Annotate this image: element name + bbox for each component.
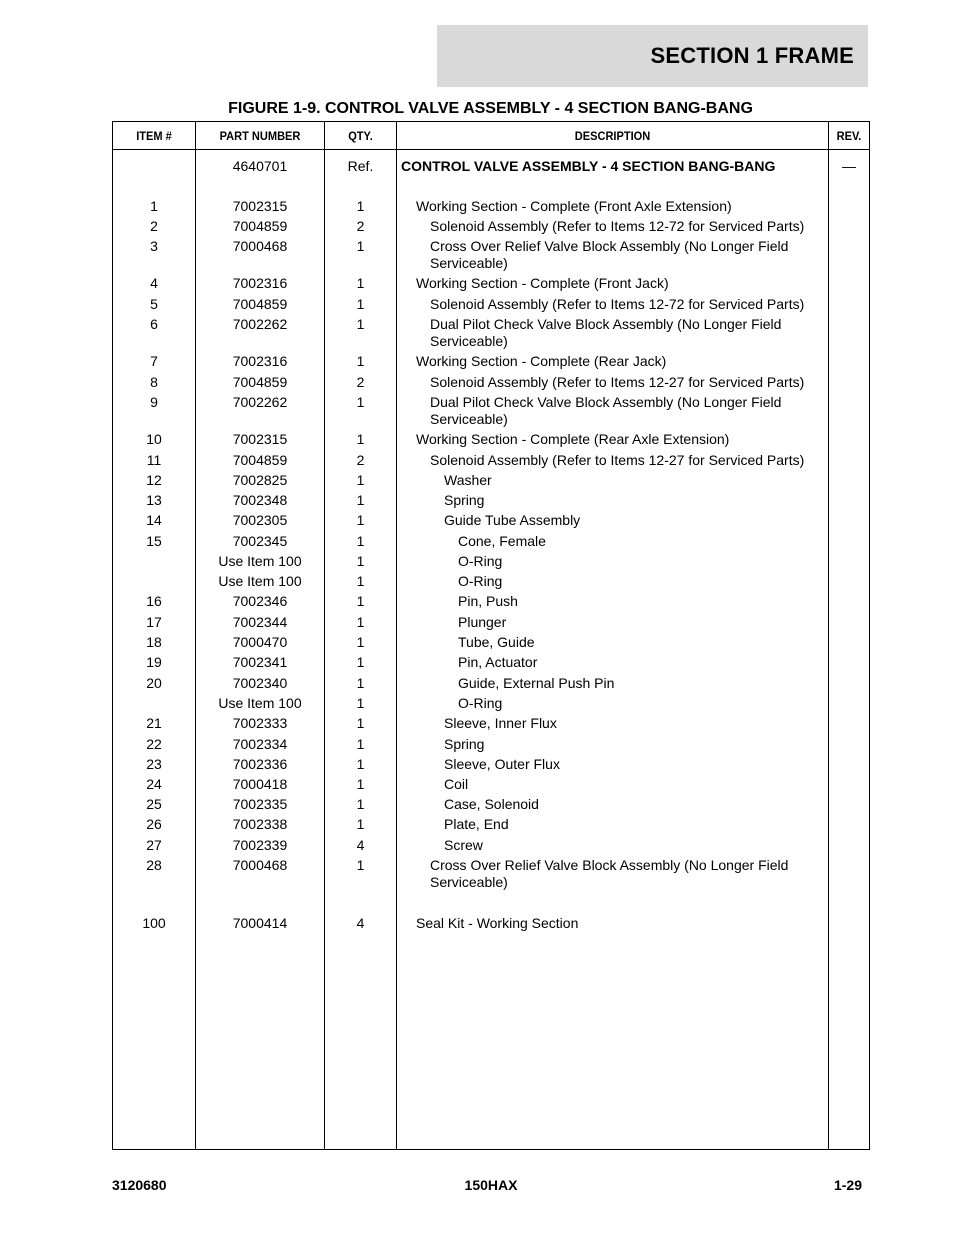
part-number: 7004859 <box>232 296 288 312</box>
item-number: 2 <box>150 218 158 234</box>
part-number: Use Item 100 <box>218 695 302 711</box>
quantity: 4 <box>356 837 365 853</box>
part-number: 7000418 <box>232 776 288 792</box>
part-number: 7002315 <box>232 431 288 447</box>
item-number: 7 <box>150 353 158 369</box>
quantity: 4 <box>356 915 365 931</box>
description: Solenoid Assembly (Refer to Items 12-72 for Serviced Parts) <box>430 218 805 234</box>
quantity: 2 <box>356 374 365 390</box>
column-header-item: ITEM # <box>136 128 172 143</box>
part-number: 7002825 <box>232 472 288 488</box>
part-number: 7002344 <box>232 614 288 630</box>
item-number: 100 <box>142 915 166 931</box>
item-number: 25 <box>146 796 162 812</box>
item-number: 14 <box>146 512 162 528</box>
description: O-Ring <box>458 695 503 711</box>
quantity: 1 <box>356 394 365 410</box>
quantity: 1 <box>356 654 365 670</box>
description: Tube, Guide <box>458 634 535 650</box>
description: Working Section - Complete (Rear Jack) <box>416 353 667 369</box>
part-number: 7002333 <box>232 715 288 731</box>
description: Spring <box>444 736 485 752</box>
description: Cone, Female <box>458 533 546 549</box>
description: Sleeve, Inner Flux <box>444 715 557 731</box>
section-header-tab <box>437 25 868 87</box>
column-header-description: DESCRIPTION <box>574 128 651 143</box>
quantity: 1 <box>356 492 365 508</box>
quantity: 1 <box>356 816 365 832</box>
revision: — <box>842 158 856 174</box>
quantity: 1 <box>356 512 365 528</box>
quantity: 1 <box>356 715 365 731</box>
description: Guide Tube Assembly <box>444 512 581 528</box>
part-number: 7002316 <box>232 275 288 291</box>
quantity: 1 <box>356 796 365 812</box>
description: CONTROL VALVE ASSEMBLY - 4 SECTION BANG-BANG <box>401 158 776 174</box>
item-number: 20 <box>146 675 162 691</box>
description: Dual Pilot Check Valve Block Assembly (No Longer Field Serviceable) <box>430 316 782 349</box>
item-number: 13 <box>146 492 162 508</box>
description: Solenoid Assembly (Refer to Items 12-72 for Serviced Parts) <box>430 296 805 312</box>
item-number: 18 <box>146 634 162 650</box>
description: Guide, External Push Pin <box>458 675 615 691</box>
part-number: 7000470 <box>232 634 288 650</box>
description: Pin, Actuator <box>458 654 538 670</box>
item-number: 24 <box>146 776 162 792</box>
description: Plate, End <box>444 816 509 832</box>
part-number: 7002338 <box>232 816 288 832</box>
description: Working Section - Complete (Rear Axle Extension) <box>416 431 730 447</box>
part-number: 7002341 <box>232 654 288 670</box>
description: Screw <box>444 837 483 853</box>
item-number: 3 <box>150 238 158 254</box>
quantity: 1 <box>356 776 365 792</box>
part-number: 7000414 <box>232 915 288 931</box>
description: Seal Kit - Working Section <box>416 915 579 931</box>
description: Case, Solenoid <box>444 796 539 812</box>
item-number: 17 <box>146 614 162 630</box>
quantity: 1 <box>356 634 365 650</box>
item-number: 5 <box>150 296 158 312</box>
description: Solenoid Assembly (Refer to Items 12-27 for Serviced Parts) <box>430 452 805 468</box>
quantity: 1 <box>356 472 365 488</box>
model-name: 150HAX <box>464 1177 518 1193</box>
section-title: SECTION 1 FRAME <box>650 43 854 68</box>
part-number: 7002315 <box>232 198 288 214</box>
part-number: 7002336 <box>232 756 288 772</box>
column-header-rev: REV. <box>836 128 862 143</box>
item-number: 6 <box>150 316 158 332</box>
description: Spring <box>444 492 485 508</box>
description: Sleeve, Outer Flux <box>444 756 560 772</box>
item-number: 1 <box>150 198 158 214</box>
part-number: Use Item 100 <box>218 573 302 589</box>
quantity: 1 <box>356 198 365 214</box>
item-number: 11 <box>146 452 162 468</box>
page-number: 1-29 <box>833 1177 862 1193</box>
item-number: 27 <box>146 837 162 853</box>
column-header-part-number: PART NUMBER <box>219 128 301 143</box>
item-number: 16 <box>146 593 162 609</box>
figure-title: FIGURE 1-9. CONTROL VALVE ASSEMBLY - 4 SECTION BANG-BANG <box>228 100 753 117</box>
quantity: 1 <box>356 353 365 369</box>
description: Pin, Push <box>458 593 518 609</box>
item-number: 9 <box>150 394 158 410</box>
item-number: 12 <box>146 472 162 488</box>
quantity: 1 <box>356 736 365 752</box>
description: Cross Over Relief Valve Block Assembly (No Longer Field Serviceable) <box>430 857 789 890</box>
quantity: Ref. <box>347 158 374 174</box>
item-number: 22 <box>146 736 162 752</box>
item-number: 23 <box>146 756 162 772</box>
part-number: 7002262 <box>232 316 288 332</box>
item-number: 21 <box>146 715 162 731</box>
quantity: 1 <box>356 675 365 691</box>
quantity: 1 <box>356 695 365 711</box>
part-number: 7002345 <box>232 533 288 549</box>
quantity: 1 <box>356 756 365 772</box>
quantity: 2 <box>356 452 365 468</box>
description: Working Section - Complete (Front Jack) <box>416 275 669 291</box>
part-number: 7002334 <box>232 736 288 752</box>
doc-number: 3120680 <box>112 1177 167 1193</box>
description: Solenoid Assembly (Refer to Items 12-27 for Serviced Parts) <box>430 374 805 390</box>
quantity: 1 <box>356 857 365 873</box>
description: Coil <box>444 776 469 792</box>
part-number: 7004859 <box>232 374 288 390</box>
description: Washer <box>444 472 492 488</box>
column-header-qty: QTY. <box>348 128 373 143</box>
quantity: 1 <box>356 573 365 589</box>
part-number: 7000468 <box>232 238 288 254</box>
quantity: 1 <box>356 593 365 609</box>
item-number: 28 <box>146 857 162 873</box>
part-number: 7002346 <box>232 593 288 609</box>
quantity: 1 <box>356 431 365 447</box>
part-number: 7000468 <box>232 857 288 873</box>
part-number: Use Item 100 <box>218 553 302 569</box>
column-divider <box>828 122 829 1149</box>
description: Plunger <box>458 614 507 630</box>
part-number: 7002262 <box>232 394 288 410</box>
quantity: 1 <box>356 533 365 549</box>
quantity: 2 <box>356 218 365 234</box>
item-number: 8 <box>150 374 158 390</box>
part-number: 7002316 <box>232 353 288 369</box>
part-number: 7004859 <box>232 452 288 468</box>
column-divider <box>396 122 397 1149</box>
parts-table <box>112 121 870 1150</box>
quantity: 1 <box>356 296 365 312</box>
item-number: 15 <box>146 533 162 549</box>
description: O-Ring <box>458 573 503 589</box>
quantity: 1 <box>356 238 365 254</box>
quantity: 1 <box>356 553 365 569</box>
part-number: 7004859 <box>232 218 288 234</box>
part-number: 7002335 <box>232 796 288 812</box>
item-number: 10 <box>146 431 162 447</box>
part-number: 7002339 <box>232 837 288 853</box>
description: Dual Pilot Check Valve Block Assembly (No Longer Field Serviceable) <box>430 394 782 427</box>
quantity: 1 <box>356 316 365 332</box>
description: O-Ring <box>458 553 503 569</box>
part-number: 4640701 <box>232 158 288 174</box>
description: Cross Over Relief Valve Block Assembly (No Longer Field Serviceable) <box>430 238 789 271</box>
item-number: 19 <box>146 654 162 670</box>
part-number: 7002305 <box>232 512 288 528</box>
item-number: 26 <box>146 816 162 832</box>
part-number: 7002348 <box>232 492 288 508</box>
header-divider <box>113 149 869 150</box>
part-number: 7002340 <box>232 675 288 691</box>
quantity: 1 <box>356 275 365 291</box>
description: Working Section - Complete (Front Axle Extension) <box>416 198 732 214</box>
item-number: 4 <box>150 275 158 291</box>
quantity: 1 <box>356 614 365 630</box>
